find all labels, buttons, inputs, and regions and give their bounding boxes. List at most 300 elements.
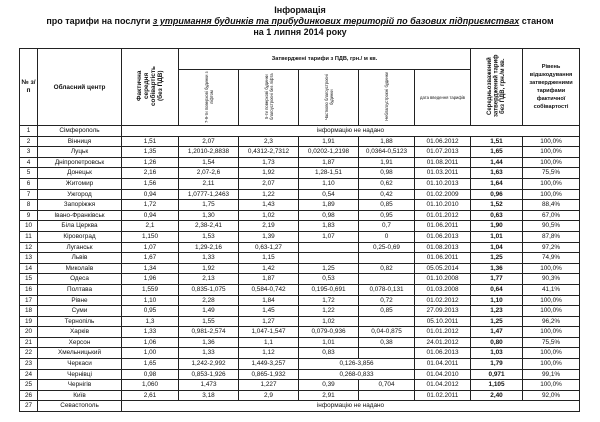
- tariff-partial-cell: 1,28-1,51: [299, 168, 359, 179]
- tariff-5-floor-cell: 1,45: [239, 306, 299, 317]
- recovery-level-cell: 74,9%: [523, 253, 580, 264]
- tariff-7-9-floor-cell: 1,242-2,992: [179, 359, 239, 370]
- recovery-level-cell: 100,0%: [523, 263, 580, 274]
- no-info-cell: інформацію не надано: [122, 126, 580, 137]
- tariff-unimproved-cell: 1,88: [359, 136, 415, 147]
- avg-tariff-cell: 1,47: [471, 327, 523, 338]
- cost-cell: 1,96: [122, 274, 179, 285]
- city-cell: Севастополь: [38, 401, 122, 412]
- table-row: [20, 401, 580, 412]
- tariff-5-floor-cell: 0,63-1,27: [239, 242, 299, 253]
- avg-tariff-cell: 0,96: [471, 189, 523, 200]
- avg-tariff-cell: 1,65: [471, 147, 523, 158]
- row-number-cell: 18: [20, 306, 38, 317]
- tariff-unimproved-cell: 0,85: [359, 306, 415, 317]
- table-row: [20, 178, 580, 189]
- row-number-cell: 22: [20, 348, 38, 359]
- recovery-level-cell: 100,0%: [523, 327, 580, 338]
- date-cell: 01.06.2011: [415, 253, 471, 264]
- city-cell: Миколаїв: [38, 263, 122, 274]
- city-cell: Луганськ: [38, 242, 122, 253]
- city-cell: Чернівці: [38, 369, 122, 380]
- tariff-unimproved-cell: 0,25-0,69: [359, 242, 415, 253]
- recovery-level-cell: 87,8%: [523, 231, 580, 242]
- no-info-cell: інформацію не надано: [122, 401, 580, 412]
- tariff-7-9-floor-cell: 0,835-1,075: [179, 284, 239, 295]
- tariff-7-9-floor-cell: 2,07: [179, 136, 239, 147]
- date-cell: 01.03.2011: [415, 168, 471, 179]
- table-row: [20, 274, 580, 285]
- tariff-7-9-floor-cell: 2,28: [179, 295, 239, 306]
- tariff-5-floor-cell: 1,27: [239, 316, 299, 327]
- recovery-level-cell: 75,5%: [523, 337, 580, 348]
- tariff-unimproved-cell: [359, 274, 415, 285]
- tariff-7-9-floor-cell: 1,53: [179, 231, 239, 242]
- date-cell: 01.03.2008: [415, 284, 471, 295]
- table-row: [20, 253, 580, 264]
- table-row: [20, 327, 580, 338]
- cost-cell: 1,65: [122, 359, 179, 370]
- tariff-7-9-floor-cell: 1,473: [179, 380, 239, 391]
- cost-cell: 1,07: [122, 242, 179, 253]
- avg-tariff-cell: 1,04: [471, 242, 523, 253]
- date-cell: 01.06.2012: [415, 136, 471, 147]
- table-row: [20, 316, 580, 327]
- tariff-partial-cell: 1,07: [299, 231, 359, 242]
- tariff-unimproved-cell: [359, 348, 415, 359]
- tariff-partial-cell: [299, 253, 359, 264]
- tariff-5-floor-cell: 1,73: [239, 157, 299, 168]
- avg-tariff-cell: 0,80: [471, 337, 523, 348]
- avg-tariff-cell: 1,36: [471, 263, 523, 274]
- header-tariffs-group: Затверджені тарифи з ПДВ, грн./ м кв.: [179, 49, 471, 70]
- recovery-level-cell: 90,5%: [523, 221, 580, 232]
- avg-tariff-cell: 0,64: [471, 284, 523, 295]
- table-row: [20, 263, 580, 274]
- cost-cell: 2,16: [122, 168, 179, 179]
- city-cell: Івано-Франківськ: [38, 210, 122, 221]
- tariff-unimproved-cell: 0,7: [359, 221, 415, 232]
- cost-cell: 1,559: [122, 284, 179, 295]
- cost-cell: 1,33: [122, 327, 179, 338]
- tariff-7-9-floor-cell: 3,18: [179, 390, 239, 401]
- tariff-partial-cell: 0,195-0,691: [299, 284, 359, 295]
- table-row: [20, 390, 580, 401]
- tariff-partial-cell: 0,53: [299, 274, 359, 285]
- header-num: № з/п: [20, 49, 38, 126]
- cost-cell: 2,1: [122, 221, 179, 232]
- tariff-unimproved-cell: 0,42: [359, 189, 415, 200]
- tariff-5-floor-cell: 1,87: [239, 274, 299, 285]
- tariff-partial-unimproved-cell: 0,126-3,856: [299, 359, 415, 370]
- cost-cell: 0,98: [122, 369, 179, 380]
- city-cell: Тернопіль: [38, 316, 122, 327]
- row-number-cell: 20: [20, 327, 38, 338]
- cost-cell: 0,94: [122, 189, 179, 200]
- tariff-unimproved-cell: 0,38: [359, 337, 415, 348]
- table-row: [20, 295, 580, 306]
- tariff-partial-cell: 1,72: [299, 295, 359, 306]
- header-level: Рівень відшкодування затвердженими тарифами фактичної собівартості: [523, 49, 580, 126]
- recovery-level-cell: 75,5%: [523, 168, 580, 179]
- date-cell: 01.04.2010: [415, 369, 471, 380]
- table-row: [20, 189, 580, 200]
- cost-cell: 1,56: [122, 178, 179, 189]
- city-cell: Хмельницький: [38, 348, 122, 359]
- recovery-level-cell: 67,0%: [523, 210, 580, 221]
- tariff-unimproved-cell: 0,0364-0,5123: [359, 147, 415, 158]
- avg-tariff-cell: 1,25: [471, 253, 523, 264]
- recovery-level-cell: 100,0%: [523, 189, 580, 200]
- tariff-partial-cell: 0,079-0,936: [299, 327, 359, 338]
- tariff-7-9-floor-cell: 2,11: [179, 178, 239, 189]
- subtitle-suffix: станом: [519, 16, 554, 26]
- tariff-partial-cell: 0,54: [299, 189, 359, 200]
- tariff-7-9-floor-cell: 1,33: [179, 253, 239, 264]
- document-date-line: на 1 липня 2014 року: [253, 27, 347, 37]
- tariff-5-floor-cell: 1,449-3,257: [239, 359, 299, 370]
- avg-tariff-cell: 1,44: [471, 157, 523, 168]
- cost-cell: 1,51: [122, 136, 179, 147]
- tariff-5-floor-cell: 1,12: [239, 348, 299, 359]
- city-cell: Донецьк: [38, 168, 122, 179]
- tariff-partial-cell: 1,91: [299, 136, 359, 147]
- tariff-5-floor-cell: 1,84: [239, 295, 299, 306]
- table-row: [20, 157, 580, 168]
- cost-cell: 0,95: [122, 306, 179, 317]
- city-cell: Рівне: [38, 295, 122, 306]
- header-date: дата введення тарифів: [415, 70, 471, 126]
- tariff-5-floor-cell: 2,9: [239, 390, 299, 401]
- date-cell: 27.09.2013: [415, 306, 471, 317]
- row-number-cell: 15: [20, 274, 38, 285]
- avg-tariff-cell: 0,971: [471, 369, 523, 380]
- tariff-7-9-floor-cell: 1,2010-2,8838: [179, 147, 239, 158]
- recovery-level-cell: 41,1%: [523, 284, 580, 295]
- city-cell: Херсон: [38, 337, 122, 348]
- table-row: [20, 126, 580, 137]
- row-number-cell: 2: [20, 136, 38, 147]
- tariff-partial-cell: 1,89: [299, 200, 359, 211]
- tariff-partial-cell: 2,91: [299, 390, 359, 401]
- row-number-cell: 8: [20, 200, 38, 211]
- tariff-unimproved-cell: 0,82: [359, 263, 415, 274]
- tariff-7-9-floor-cell: 2,07-2,6: [179, 168, 239, 179]
- row-number-cell: 17: [20, 295, 38, 306]
- recovery-level-cell: 100,0%: [523, 295, 580, 306]
- tariff-7-9-floor-cell: 1,55: [179, 316, 239, 327]
- tariff-7-9-floor-cell: 1,54: [179, 157, 239, 168]
- recovery-level-cell: 100,0%: [523, 147, 580, 158]
- table-row: [20, 369, 580, 380]
- avg-tariff-cell: 1,25: [471, 316, 523, 327]
- tariff-7-9-floor-cell: 1,36: [179, 337, 239, 348]
- tariff-7-9-floor-cell: 1,92: [179, 263, 239, 274]
- tariff-partial-cell: 1,22: [299, 306, 359, 317]
- table-row: [20, 284, 580, 295]
- tariff-5-floor-cell: 0,865-1,932: [239, 369, 299, 380]
- tariff-unimproved-cell: 0: [359, 231, 415, 242]
- recovery-level-cell: 100,0%: [523, 380, 580, 391]
- row-number-cell: 6: [20, 178, 38, 189]
- recovery-level-cell: 90,3%: [523, 274, 580, 285]
- cost-cell: 1,150: [122, 231, 179, 242]
- cost-cell: 1,10: [122, 295, 179, 306]
- recovery-level-cell: 100,0%: [523, 157, 580, 168]
- city-cell: Чернігів: [38, 380, 122, 391]
- row-number-cell: 12: [20, 242, 38, 253]
- tariff-unimproved-cell: 0,704: [359, 380, 415, 391]
- tariff-7-9-floor-cell: 2,38-2,41: [179, 221, 239, 232]
- date-cell: 01.10.2013: [415, 178, 471, 189]
- header-city: Обласний центр: [38, 49, 122, 126]
- tariff-5-floor-cell: 1,1: [239, 337, 299, 348]
- date-cell: 01.04.2011: [415, 359, 471, 370]
- tariff-unimproved-cell: [359, 390, 415, 401]
- city-cell: Кіровоград: [38, 231, 122, 242]
- city-cell: Вінниця: [38, 136, 122, 147]
- date-cell: 05.05.2014: [415, 263, 471, 274]
- cost-cell: 1,060: [122, 380, 179, 391]
- row-number-cell: 11: [20, 231, 38, 242]
- date-cell: 01.01.2012: [415, 327, 471, 338]
- tariff-5-floor-cell: 0,584-0,742: [239, 284, 299, 295]
- tariff-7-9-floor-cell: 1,33: [179, 348, 239, 359]
- row-number-cell: 21: [20, 337, 38, 348]
- recovery-level-cell: 100,0%: [523, 136, 580, 147]
- date-cell: 01.02.2011: [415, 390, 471, 401]
- tariff-5-floor-cell: 1,22: [239, 189, 299, 200]
- tariff-7-9-floor-cell: 1,75: [179, 200, 239, 211]
- tariff-7-9-floor-cell: 0,981-2,574: [179, 327, 239, 338]
- tariff-partial-cell: 1,01: [299, 337, 359, 348]
- tariff-partial-cell: 1,25: [299, 263, 359, 274]
- city-cell: Харків: [38, 327, 122, 338]
- date-cell: 05.10.2011: [415, 316, 471, 327]
- tariff-5-floor-cell: 1,92: [239, 168, 299, 179]
- table-row: [20, 359, 580, 370]
- cost-cell: 1,3: [122, 316, 179, 327]
- city-cell: Ужгород: [38, 189, 122, 200]
- city-cell: Запоріжжя: [38, 200, 122, 211]
- table-row: [20, 200, 580, 211]
- city-cell: Черкаси: [38, 359, 122, 370]
- row-number-cell: 19: [20, 316, 38, 327]
- row-number-cell: 1: [20, 126, 38, 137]
- tariff-partial-cell: 0,0202-1,2198: [299, 147, 359, 158]
- subtitle-prefix: про тарифи на послуги: [46, 16, 153, 26]
- row-number-cell: 13: [20, 253, 38, 264]
- date-cell: 01.08.2011: [415, 157, 471, 168]
- date-cell: 01.01.2012: [415, 210, 471, 221]
- avg-tariff-cell: 1,03: [471, 348, 523, 359]
- tariff-5-floor-cell: 2,3: [239, 136, 299, 147]
- row-number-cell: 26: [20, 390, 38, 401]
- avg-tariff-cell: 1,105: [471, 380, 523, 391]
- row-number-cell: 27: [20, 401, 38, 412]
- avg-tariff-cell: 1,10: [471, 295, 523, 306]
- row-number-cell: 24: [20, 369, 38, 380]
- table-row: [20, 380, 580, 391]
- tariff-unimproved-cell: 0,85: [359, 200, 415, 211]
- avg-tariff-cell: 1,64: [471, 178, 523, 189]
- tariff-5-floor-cell: 2,07: [239, 178, 299, 189]
- date-cell: 01.07.2013: [415, 147, 471, 158]
- avg-tariff-cell: 1,51: [471, 136, 523, 147]
- tariff-unimproved-cell: 0,95: [359, 210, 415, 221]
- city-cell: Дніпропетровськ: [38, 157, 122, 168]
- date-cell: 01.10.2010: [415, 200, 471, 211]
- avg-tariff-cell: 1,77: [471, 274, 523, 285]
- recovery-level-cell: 100,0%: [523, 348, 580, 359]
- tariff-7-9-floor-cell: 1,0777-1,2463: [179, 189, 239, 200]
- row-number-cell: 25: [20, 380, 38, 391]
- tariff-unimproved-cell: 0,078-0,131: [359, 284, 415, 295]
- tariff-partial-cell: 1,87: [299, 157, 359, 168]
- header-t1: 7-9-ти поверхові будинки з ліфтом: [179, 70, 239, 126]
- tariff-5-floor-cell: 1,15: [239, 253, 299, 264]
- table-body: [20, 126, 580, 412]
- recovery-level-cell: 97,2%: [523, 242, 580, 253]
- date-cell: 01.06.2013: [415, 231, 471, 242]
- tariff-unimproved-cell: 0,72: [359, 295, 415, 306]
- tariff-partial-cell: 0,98: [299, 210, 359, 221]
- tariff-5-floor-cell: 0,4312-2,7312: [239, 147, 299, 158]
- city-cell: Львів: [38, 253, 122, 264]
- city-cell: Житомир: [38, 178, 122, 189]
- cost-cell: 1,00: [122, 348, 179, 359]
- tariff-unimproved-cell: 0,62: [359, 178, 415, 189]
- tariff-5-floor-cell: 1,02: [239, 210, 299, 221]
- avg-tariff-cell: 1,79: [471, 359, 523, 370]
- tariff-7-9-floor-cell: 1,49: [179, 306, 239, 317]
- table-row: [20, 242, 580, 253]
- header-avg: Середньозважений затверджений тариф без ПДВ, грн./м кв.: [471, 49, 523, 126]
- tariff-unimproved-cell: 1,91: [359, 157, 415, 168]
- tariff-unimproved-cell: [359, 316, 415, 327]
- date-cell: 01.08.2013: [415, 242, 471, 253]
- table-row: [20, 136, 580, 147]
- city-cell: Полтава: [38, 284, 122, 295]
- header-t3: Частково благоустроєні будинки: [299, 70, 359, 126]
- avg-tariff-cell: 0,63: [471, 210, 523, 221]
- table-row: [20, 210, 580, 221]
- date-cell: 24.01.2012: [415, 337, 471, 348]
- city-cell: Біла Церква: [38, 221, 122, 232]
- avg-tariff-cell: 1,01: [471, 231, 523, 242]
- tariff-partial-cell: 1,83: [299, 221, 359, 232]
- recovery-level-cell: 100,0%: [523, 359, 580, 370]
- tariff-7-9-floor-cell: 2,13: [179, 274, 239, 285]
- tariff-5-floor-cell: 2,19: [239, 221, 299, 232]
- tariff-partial-cell: 0,83: [299, 348, 359, 359]
- header-t2: 5-ти поверхові будинки благоустроєні без ліфта: [239, 70, 299, 126]
- cost-cell: 1,72: [122, 200, 179, 211]
- tariff-5-floor-cell: 1,43: [239, 200, 299, 211]
- recovery-level-cell: 88,4%: [523, 200, 580, 211]
- row-number-cell: 9: [20, 210, 38, 221]
- table-row: [20, 348, 580, 359]
- date-cell: 01.06.2011: [415, 221, 471, 232]
- row-number-cell: 23: [20, 359, 38, 370]
- tariff-partial-cell: [299, 242, 359, 253]
- document-title: Інформація: [274, 5, 326, 15]
- tariff-7-9-floor-cell: 1,29-2,16: [179, 242, 239, 253]
- date-cell: 01.02.2012: [415, 295, 471, 306]
- cost-cell: 0,94: [122, 210, 179, 221]
- subtitle-underlined: з утримання будинків та прибудинкових територій по базових підприємствах: [152, 16, 520, 26]
- row-number-cell: 10: [20, 221, 38, 232]
- tariff-5-floor-cell: 1,42: [239, 263, 299, 274]
- tariff-unimproved-cell: 0,98: [359, 168, 415, 179]
- recovery-level-cell: 96,2%: [523, 316, 580, 327]
- avg-tariff-cell: 1,63: [471, 168, 523, 179]
- row-number-cell: 7: [20, 189, 38, 200]
- cost-cell: 1,06: [122, 337, 179, 348]
- recovery-level-cell: 99,1%: [523, 369, 580, 380]
- header-t4: Неблагоустроєні будинки: [359, 70, 415, 126]
- tariff-5-floor-cell: 1,227: [239, 380, 299, 391]
- tariff-unimproved-cell: [359, 253, 415, 264]
- table-row: [20, 306, 580, 317]
- date-cell: 01.06.2013: [415, 348, 471, 359]
- table-row: [20, 147, 580, 158]
- table-row: [20, 337, 580, 348]
- row-number-cell: 14: [20, 263, 38, 274]
- table-row: [20, 168, 580, 179]
- header-cost: Фактична середня собівартість (без ПДВ): [122, 49, 179, 126]
- tariff-5-floor-cell: 1,047-1,547: [239, 327, 299, 338]
- avg-tariff-cell: 1,23: [471, 306, 523, 317]
- tariff-7-9-floor-cell: 1,30: [179, 210, 239, 221]
- tariff-7-9-floor-cell: 0,853-1,926: [179, 369, 239, 380]
- cost-cell: 1,26: [122, 157, 179, 168]
- cost-cell: 1,34: [122, 263, 179, 274]
- recovery-level-cell: 100,0%: [523, 178, 580, 189]
- date-cell: 01.10.2008: [415, 274, 471, 285]
- city-cell: Суми: [38, 306, 122, 317]
- city-cell: Луцьк: [38, 147, 122, 158]
- cost-cell: 1,67: [122, 253, 179, 264]
- avg-tariff-cell: 1,90: [471, 221, 523, 232]
- avg-tariff-cell: 2,40: [471, 390, 523, 401]
- row-number-cell: 16: [20, 284, 38, 295]
- tariff-partial-unimproved-cell: 0,268-0,833: [299, 369, 415, 380]
- cost-cell: 1,35: [122, 147, 179, 158]
- city-cell: Київ: [38, 390, 122, 401]
- recovery-level-cell: 92,0%: [523, 390, 580, 401]
- document-subtitle: [0, 16, 600, 26]
- table-row: [20, 221, 580, 232]
- tariff-5-floor-cell: 1,39: [239, 231, 299, 242]
- row-number-cell: 3: [20, 147, 38, 158]
- date-cell: 01.04.2012: [415, 380, 471, 391]
- city-cell: Одеса: [38, 274, 122, 285]
- recovery-level-cell: 100,0%: [523, 306, 580, 317]
- avg-tariff-cell: 1,52: [471, 200, 523, 211]
- row-number-cell: 4: [20, 157, 38, 168]
- tariff-partial-cell: 1,02: [299, 316, 359, 327]
- row-number-cell: 5: [20, 168, 38, 179]
- table-row: [20, 231, 580, 242]
- cost-cell: 2,61: [122, 390, 179, 401]
- tariff-partial-cell: 1,10: [299, 178, 359, 189]
- date-cell: 01.02.2009: [415, 189, 471, 200]
- city-cell: Сімферополь: [38, 126, 122, 137]
- tariff-unimproved-cell: 0,04-0,875: [359, 327, 415, 338]
- tariffs-table: [19, 48, 580, 412]
- tariff-partial-cell: 0,39: [299, 380, 359, 391]
